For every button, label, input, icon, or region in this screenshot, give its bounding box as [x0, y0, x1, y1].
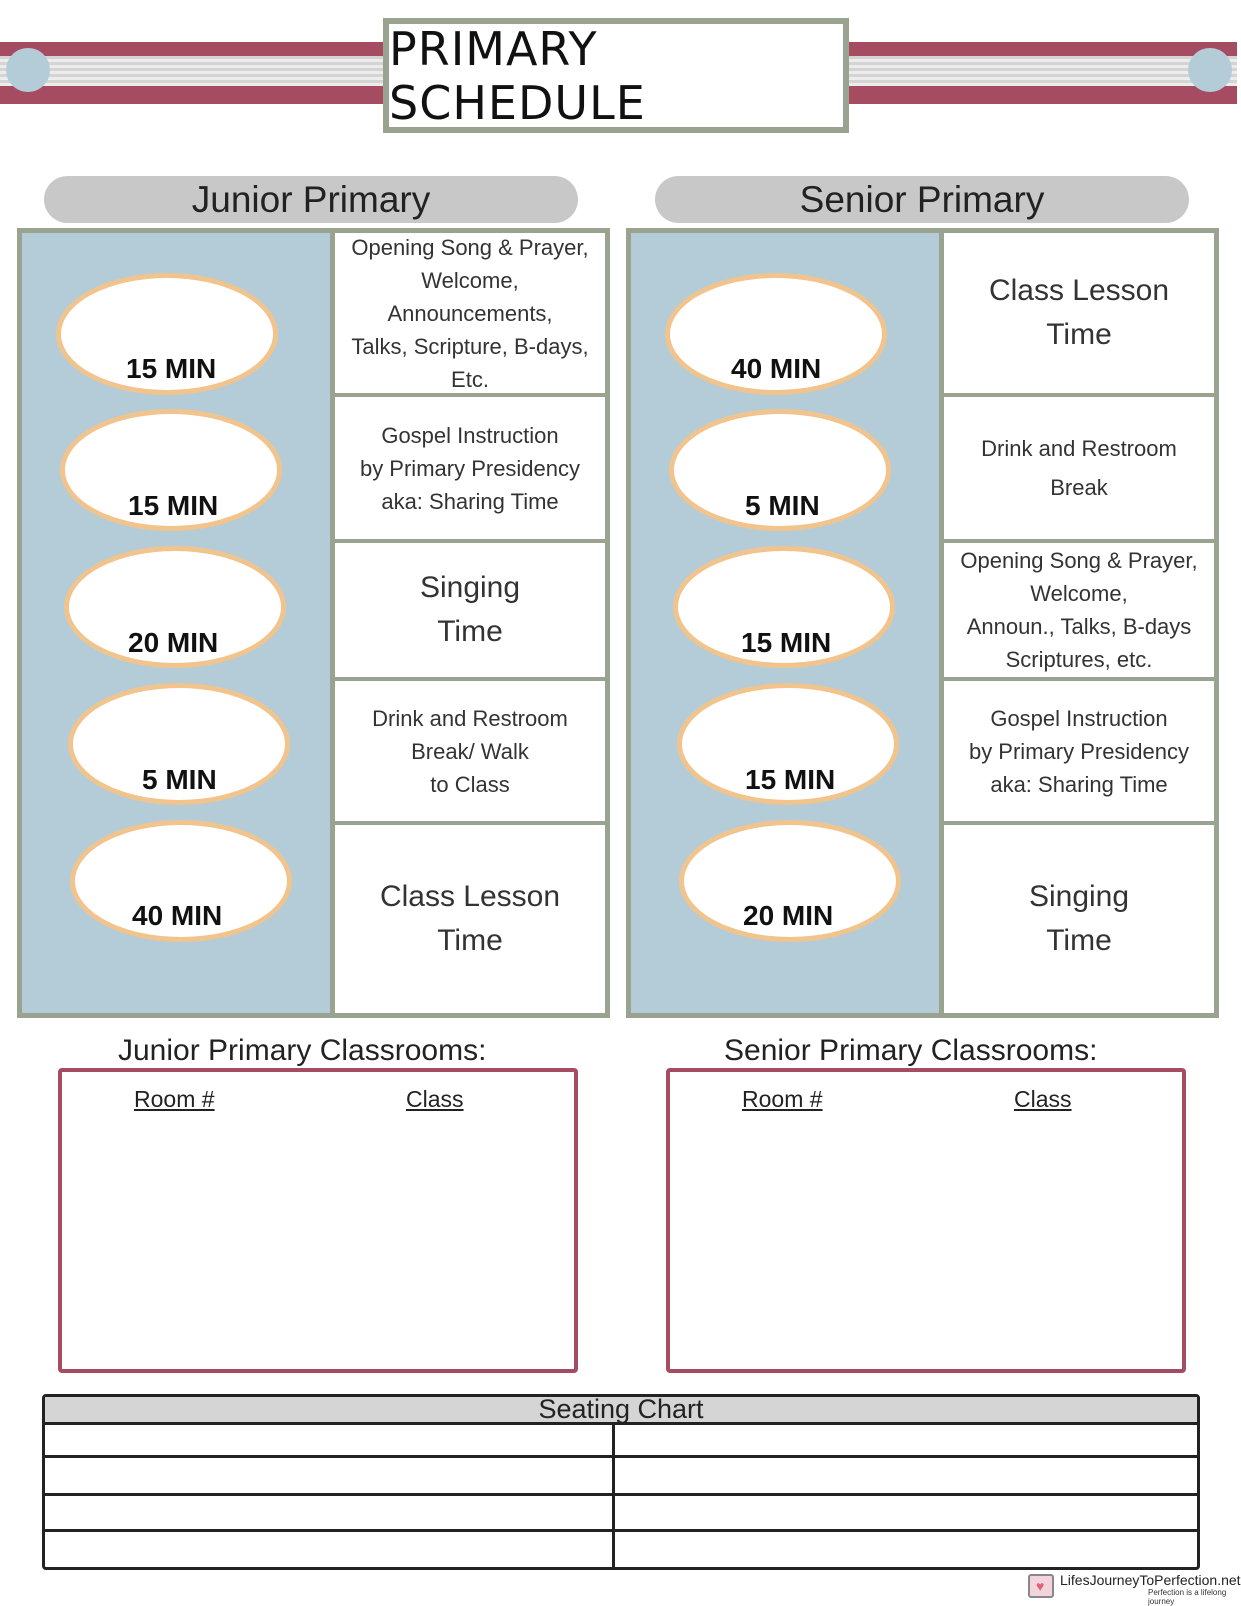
page-title: PRIMARY SCHEDULE [389, 21, 646, 130]
junior-activity-2: Gospel Instruction by Primary Presidency aka: Sharing Time [359, 422, 581, 514]
senior-duration-2: 5 MIN [745, 490, 820, 521]
junior-activity-row [335, 543, 605, 681]
senior-classrooms-box [666, 1068, 1186, 1373]
junior-duration-column [22, 233, 330, 1013]
senior-activity-5: Singing Time [1028, 880, 1130, 957]
junior-classrooms-heading: Junior Primary Classrooms: [118, 1034, 487, 1067]
senior-duration-5: 20 MIN [743, 900, 834, 931]
site-logo [1028, 1572, 1241, 1606]
senior-activity-row [944, 397, 1214, 543]
junior-activity-row [335, 233, 605, 397]
senior-duration-4: 15 MIN [745, 764, 836, 795]
junior-activity-row [335, 397, 605, 543]
junior-duration-4: 5 MIN [142, 764, 217, 795]
site-tagline: Perfection is a lifelong journey [1148, 1588, 1227, 1606]
junior-activity-column [330, 233, 605, 1013]
junior-duration-1: 15 MIN [126, 353, 217, 384]
header-dot-right [1188, 48, 1232, 92]
seating-chart-title: Seating Chart [45, 1397, 1197, 1425]
seating-chart [42, 1394, 1200, 1570]
junior-classrooms-box [58, 1068, 578, 1373]
senior-activity-row [944, 233, 1214, 397]
junior-heading: Junior Primary [44, 176, 578, 223]
junior-activity-3: Singing Time [419, 571, 521, 648]
seating-row-divider [45, 1529, 1197, 1532]
seating-row-divider [45, 1493, 1197, 1496]
junior-duration-2: 15 MIN [128, 490, 219, 521]
senior-activity-1: Class Lesson Time [988, 274, 1170, 351]
senior-activity-row [944, 681, 1214, 825]
header-dot-left [6, 48, 50, 92]
senior-activity-3: Opening Song & Prayer, Welcome, Announ., Talks, B-days Scriptures, etc. [960, 548, 1198, 672]
heart-frame-icon: ♥ [1028, 1574, 1054, 1598]
junior-duration-5: 40 MIN [132, 900, 223, 931]
senior-activity-2: Drink and Restroom Break [981, 436, 1177, 500]
senior-duration-1: 40 MIN [731, 353, 822, 384]
senior-schedule-panel [626, 228, 1219, 1018]
junior-duration-3: 20 MIN [128, 627, 219, 658]
senior-classrooms-heading: Senior Primary Classrooms: [724, 1034, 1098, 1067]
seating-column-divider [612, 1425, 615, 1567]
junior-schedule-panel [17, 228, 610, 1018]
senior-activity-column [939, 233, 1214, 1013]
senior-activity-row [944, 825, 1214, 1013]
junior-activity-1: Opening Song & Prayer, Welcome, Announcements, Talks, Scripture, B-days, Etc. [351, 234, 589, 392]
junior-class-column-header: Class [406, 1086, 464, 1112]
senior-duration-column [631, 233, 939, 1013]
title-box [383, 18, 849, 133]
senior-heading: Senior Primary [655, 176, 1189, 223]
seating-row-divider [45, 1455, 1197, 1458]
senior-room-column-header: Room # [742, 1086, 823, 1112]
senior-duration-3: 15 MIN [741, 627, 832, 658]
senior-activity-row [944, 543, 1214, 681]
junior-room-column-header: Room # [134, 1086, 215, 1112]
site-name: LifesJourneyToPerfection.net [1060, 1572, 1241, 1588]
junior-activity-5: Class Lesson Time [379, 880, 561, 957]
senior-class-column-header: Class [1014, 1086, 1072, 1112]
senior-activity-4: Gospel Instruction by Primary Presidency aka: Sharing Time [968, 705, 1190, 797]
junior-activity-row [335, 825, 605, 1013]
junior-activity-row [335, 681, 605, 825]
junior-activity-4: Drink and Restroom Break/ Walk to Class [372, 705, 568, 797]
